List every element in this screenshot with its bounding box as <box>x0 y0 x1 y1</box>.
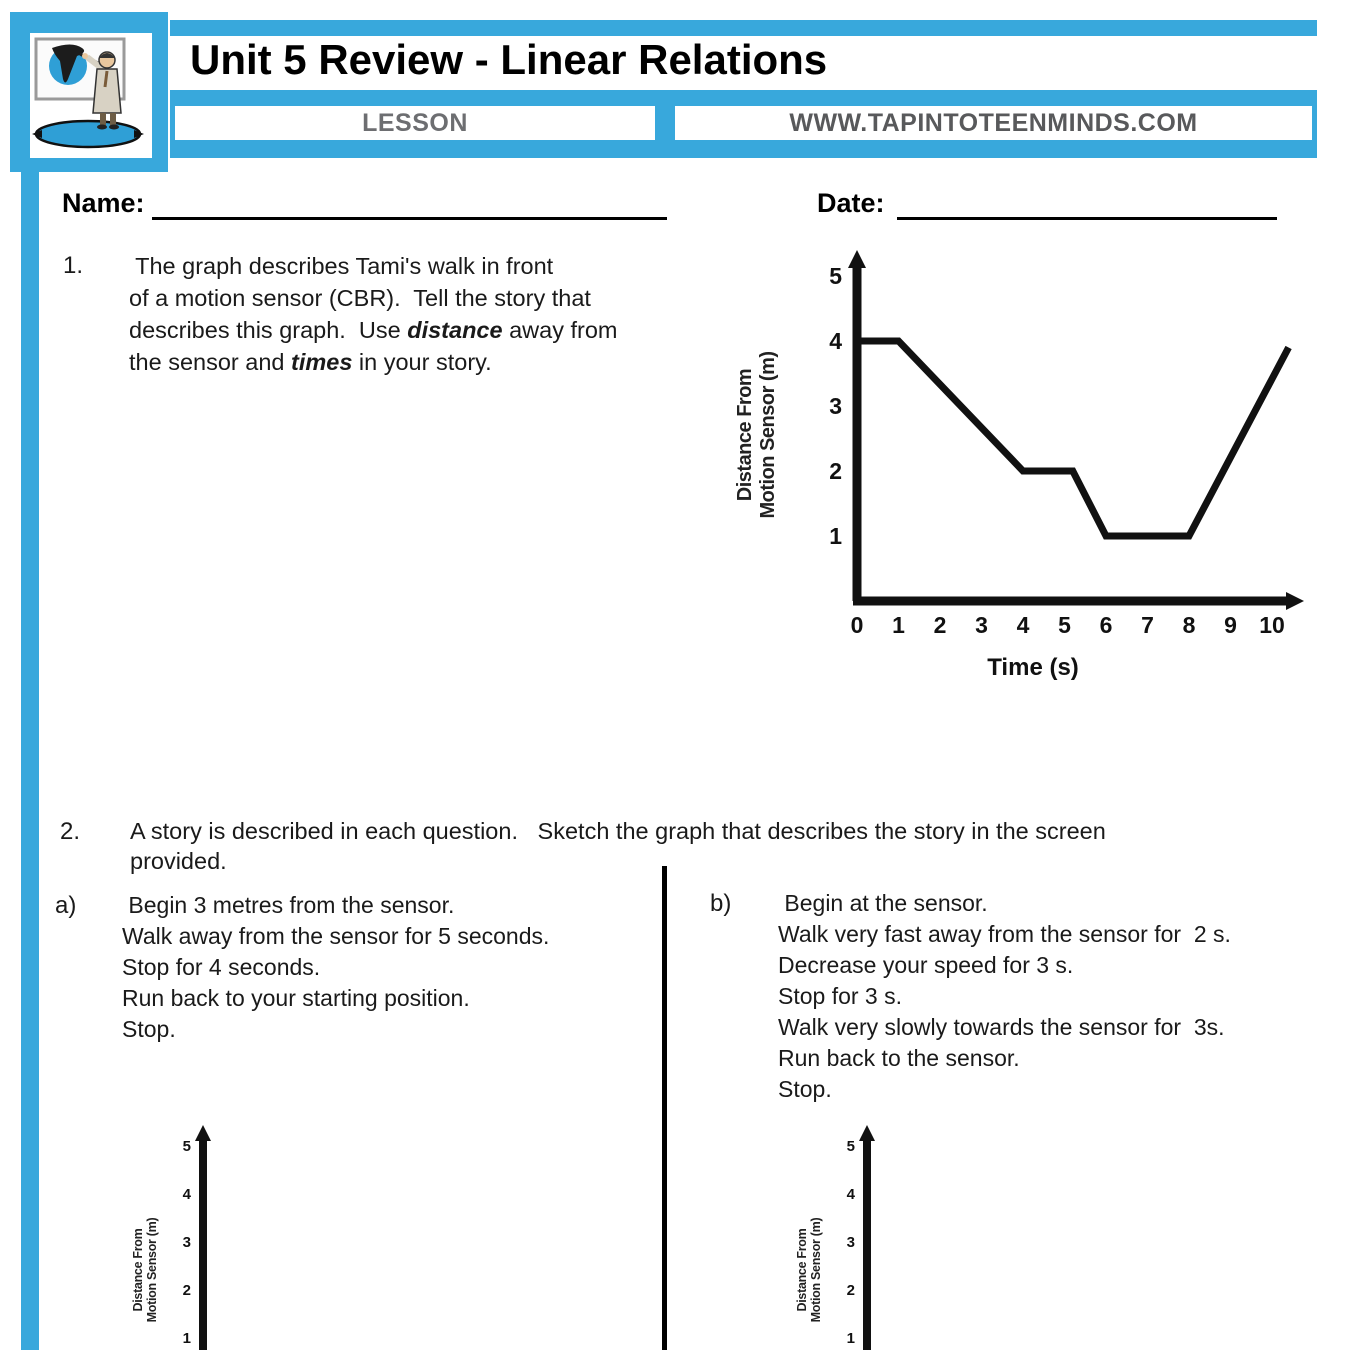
y-tick-label: 4 <box>182 1186 191 1203</box>
y-axis-arrow <box>859 1125 875 1141</box>
x-tick-label: 6 <box>1099 612 1113 638</box>
column-divider <box>662 866 667 1350</box>
text-line: Decrease your speed for 3 s. <box>778 952 1074 978</box>
header-band <box>170 90 1317 158</box>
text-line: Begin at the sensor. <box>778 890 988 916</box>
text-line: Walk very slowly towards the sensor for 3s. <box>778 1014 1225 1040</box>
y-axis-arrow <box>195 1125 211 1141</box>
x-tick-label: 3 <box>975 612 988 638</box>
x-tick-label: 4 <box>1016 612 1030 638</box>
sketch-screen-a <box>108 1122 368 1350</box>
date-label: Date: <box>817 188 885 218</box>
text-line: describes this graph. Use distance away from <box>129 317 618 343</box>
x-tick-label: 5 <box>1058 612 1071 638</box>
x-tick-label: 1 <box>892 612 905 638</box>
text-line: of a motion sensor (CBR). Tell the story that <box>129 285 591 311</box>
y-tick-label: 1 <box>846 1330 855 1347</box>
y-tick-label: 5 <box>182 1138 191 1155</box>
y-tick-label: 1 <box>829 523 842 549</box>
website-label: WWW.TAPINTOTEENMINDS.COM <box>789 108 1198 137</box>
x-tick-label: 10 <box>1259 612 1285 638</box>
question2a-story <box>122 890 549 1045</box>
question2b-label: b) <box>710 890 732 917</box>
x-tick-label: 0 <box>850 612 864 638</box>
y-tick-label: 1 <box>182 1330 191 1347</box>
rug <box>36 121 140 147</box>
name-label: Name: <box>62 188 145 218</box>
text-line: Stop. <box>778 1076 832 1102</box>
y-tick-label: 4 <box>829 328 842 354</box>
text-line: Begin 3 metres from the sensor. <box>122 892 455 918</box>
date-blank-line <box>897 217 1277 220</box>
header-top-band <box>170 20 1317 36</box>
motion-sensor-graph <box>715 245 1315 690</box>
teacher-at-whiteboard-icon <box>30 33 152 158</box>
question2b-story <box>778 888 1231 1105</box>
text-line: Stop. <box>122 1016 176 1042</box>
x-axis-arrow <box>1286 592 1304 610</box>
page-title: Unit 5 Review - Linear Relations <box>190 36 828 83</box>
text-line: provided. <box>130 848 227 874</box>
y-axis-arrow <box>848 250 866 268</box>
left-accent-strip <box>21 170 39 1350</box>
x-tick-label: 8 <box>1182 612 1196 638</box>
y-tick-label: 2 <box>182 1282 191 1299</box>
question2-number: 2. <box>60 818 81 845</box>
y-tick-label: 3 <box>846 1234 855 1251</box>
text-line: Run back to the sensor. <box>778 1045 1020 1071</box>
text-line: A story is described in each question. Sketch the graph that describes the story in the screen <box>130 818 1106 844</box>
y-tick-label: 3 <box>829 393 842 419</box>
y-tick-label: 3 <box>182 1234 191 1251</box>
x-tick-label: 2 <box>933 612 947 638</box>
sketch-screen-b <box>772 1122 1032 1350</box>
y-axis-title: Distance FromMotion Sensor (m) <box>795 1217 823 1323</box>
text-line: Run back to your starting position. <box>122 985 470 1011</box>
text-line: The graph describes Tami's walk in front <box>129 253 554 279</box>
y-axis-title: Distance FromMotion Sensor (m) <box>131 1217 159 1323</box>
text-line: Stop for 3 s. <box>778 983 903 1009</box>
logo-box <box>30 33 152 158</box>
question2-text <box>130 816 1106 876</box>
question2a-label: a) <box>55 892 77 919</box>
lesson-label: LESSON <box>362 108 468 137</box>
x-axis-title: Time (s) <box>987 654 1079 681</box>
name-blank-line <box>152 217 667 220</box>
text-line: Walk away from the sensor for 5 seconds. <box>122 923 550 949</box>
y-tick-label: 2 <box>829 458 842 484</box>
y-tick-label: 5 <box>829 263 842 289</box>
y-tick-label: 4 <box>846 1186 855 1203</box>
y-axis-title: Distance FromMotion Sensor (m) <box>734 351 779 519</box>
y-tick-label: 2 <box>846 1282 855 1299</box>
question1-text <box>129 250 617 378</box>
text-line: Stop for 4 seconds. <box>122 954 321 980</box>
lesson-slot <box>175 106 655 140</box>
website-slot <box>675 106 1312 140</box>
text-line: Walk very fast away from the sensor for 2 s. <box>778 921 1231 947</box>
x-tick-label: 9 <box>1224 612 1237 638</box>
text-line: the sensor and times in your story. <box>129 349 492 375</box>
y-tick-label: 5 <box>846 1138 855 1155</box>
x-tick-label: 7 <box>1141 612 1154 638</box>
walk-line <box>857 341 1289 536</box>
question1-number: 1. <box>63 252 84 279</box>
